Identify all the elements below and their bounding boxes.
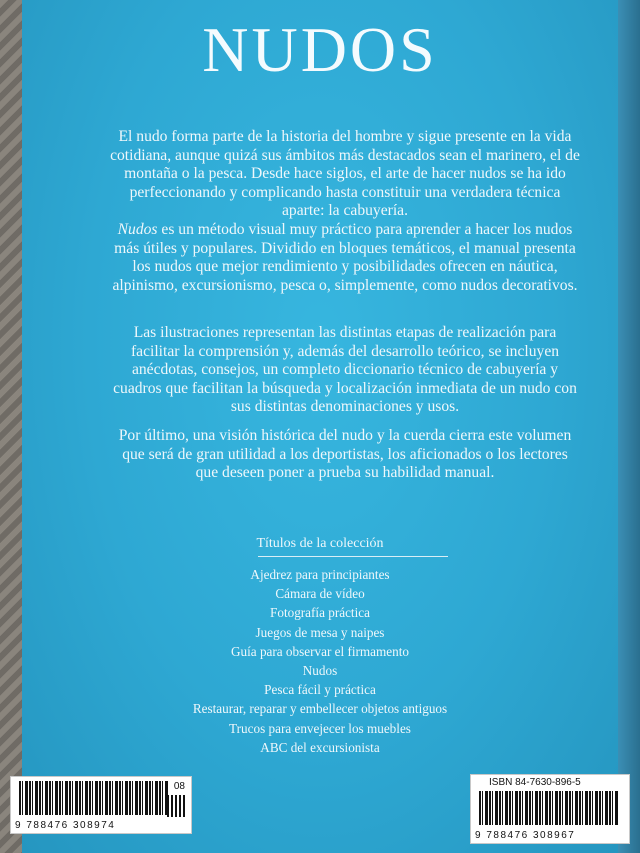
collection-item: ABC del excursionista <box>260 739 380 755</box>
paragraph-3: Las ilustraciones representan las distintas etapas de realización para facilitar la comprensión y, además del desarrollo teórico, se incluyen anécdotas, consejos, un completo diccionario técnico de cabuyería y cuadros que facilitan la búsqueda y localización inmediata de un nudo con sus distintas denominaciones y usos. <box>113 324 577 415</box>
collection-item: Juegos de mesa y naipes <box>255 624 385 640</box>
collection-list <box>22 565 618 757</box>
collection-item: Nudos <box>302 663 338 679</box>
book-back-cover <box>22 0 618 853</box>
barcode-bars <box>19 781 169 815</box>
collection-heading: Títulos de la colección <box>256 536 384 551</box>
barcode-digits: 9 788476 308974 <box>15 820 116 831</box>
barcode-addon: 08 <box>173 781 185 792</box>
collection-item: Ajedrez para principiantes <box>250 567 390 582</box>
barcode-addon-bars <box>167 795 185 817</box>
collection-item: Fotografía práctica <box>270 605 370 621</box>
book-title: NUDOS <box>202 14 438 85</box>
paragraph-1: El nudo forma parte de la historia del hombre y sigue presente en la vida cotidiana, aunque quizá sus ámbitos más destacados sean el marinero, el de montaña o la pesca. Desde hace siglos, el arte de hacer nudos se ha ido perfeccionando y complicando hasta constituir una verdadera técnica aparte: la cabuyería. <box>110 128 580 219</box>
collection-item: Pesca fácil y práctica <box>264 682 376 698</box>
barcode-left <box>10 776 192 834</box>
barcode-digits: 9 788476 308967 <box>475 830 576 841</box>
collection-item: Guía para observar el firmamento <box>231 643 409 659</box>
italic-title: Nudos <box>117 221 158 238</box>
collection-item: Trucos para envejecer los muebles <box>229 720 411 736</box>
isbn-label: ISBN 84-7630-896-5 <box>489 777 581 788</box>
collection-item: Cámara de vídeo <box>275 586 365 602</box>
book-page-edge <box>618 0 640 853</box>
collection-item: Restaurar, reparar y embellecer objetos antiguos <box>192 701 448 717</box>
collection-divider <box>258 556 448 557</box>
paragraph-2 <box>110 221 580 295</box>
paragraph-2-text: es un método visual muy práctico para aprender a hacer los nudos más útiles y populares. Dividido en bloques temáticos, el manual presenta los nudos que mejor rendimiento y posibilidades ofrecen en náutica, alpinismo, excursionismo, pesca o, simplemente, como nudos decorativos. <box>112 221 578 294</box>
barcode-bars <box>479 791 619 825</box>
paragraph-4: Por último, una visión histórica del nudo y la cuerda cierra este volumen que será de gran utilidad a los deportistas, los aficionados o los lectores que deseen poner a prueba su habilidad manual. <box>118 427 572 481</box>
barcode-right <box>470 774 630 844</box>
